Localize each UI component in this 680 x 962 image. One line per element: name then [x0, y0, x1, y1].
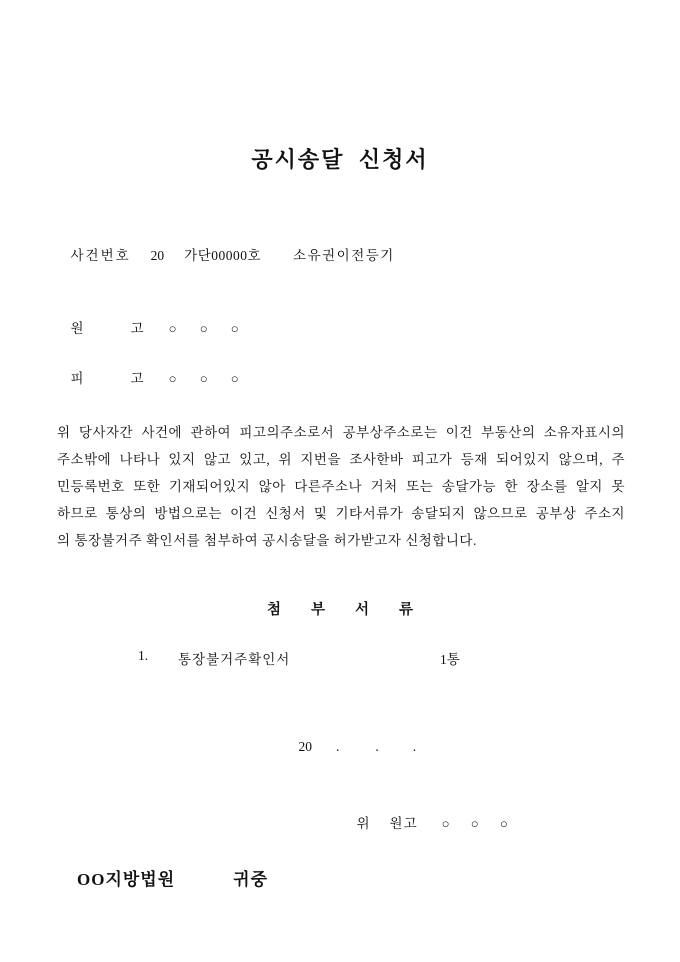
defendant-role-char-1: 피: [70, 371, 84, 386]
attachment-item-row: [0, 648, 680, 668]
court-line: [60, 845, 268, 910]
attachment-item-count: 1통: [440, 652, 460, 667]
case-name: 소유권이전등기: [293, 248, 395, 263]
body-line-2: 주소밖에 나타나 있지 않고 있고, 위 지번을 조사한바 피고가 등재 되어있지 않으며, 주: [57, 452, 625, 467]
defendant-name-placeholder: ○ ○ ○: [168, 371, 239, 386]
case-year: 20: [150, 248, 165, 263]
signature-prefix: 위: [356, 816, 370, 831]
defendant-role-char-2: 고: [130, 371, 144, 386]
document-title: 공시송달 신청서: [251, 147, 429, 172]
attachments-heading: 첨부서류: [266, 602, 444, 618]
case-number-value: 가단00000호: [184, 248, 262, 263]
date-dot-day: .: [375, 739, 379, 754]
case-number-line: [57, 228, 395, 280]
defendant-line: [57, 351, 239, 403]
date-dot-end: .: [412, 739, 417, 754]
plaintiff-role-char-2: 고: [130, 321, 144, 336]
body-line-3: 민등록번호 또한 기재되어있지 않아 다른주소나 거처 또는 송달가능 한 장소를 알지 못: [57, 479, 625, 494]
body-line-5: 의 통장불거주 확인서를 첨부하여 공시송달을 허가받고자 신청합니다.: [57, 533, 477, 548]
attachment-item-number: 1.: [138, 648, 149, 663]
case-number-label: 사건번호: [70, 248, 131, 263]
date-year-prefix: 20: [298, 739, 312, 754]
plaintiff-name-placeholder: ○ ○ ○: [168, 321, 239, 336]
attachment-item-name: 통장불거주확인서: [178, 652, 291, 667]
court-honorific: 귀중: [233, 870, 268, 889]
signature-line: [343, 796, 508, 848]
body-line-4: 하므로 통상의 방법으로는 이건 신청서 및 기타서류가 송달되지 않으므로 공부상 주소지: [57, 506, 625, 521]
body-paragraph: [57, 419, 625, 554]
signature-role: 원고: [389, 816, 418, 831]
date-dot-month: .: [336, 739, 340, 754]
plaintiff-role-char-1: 원: [70, 321, 84, 336]
court-name: OO지방법원: [77, 870, 176, 889]
date-line: [285, 723, 416, 771]
body-line-1: 위 당사자간 사건에 관하여 피고의주소로서 공부상주소로는 이건 부동산의 소유자표시의: [57, 425, 625, 440]
plaintiff-line: [57, 301, 239, 353]
signature-name-placeholder: ○ ○ ○: [441, 816, 508, 831]
